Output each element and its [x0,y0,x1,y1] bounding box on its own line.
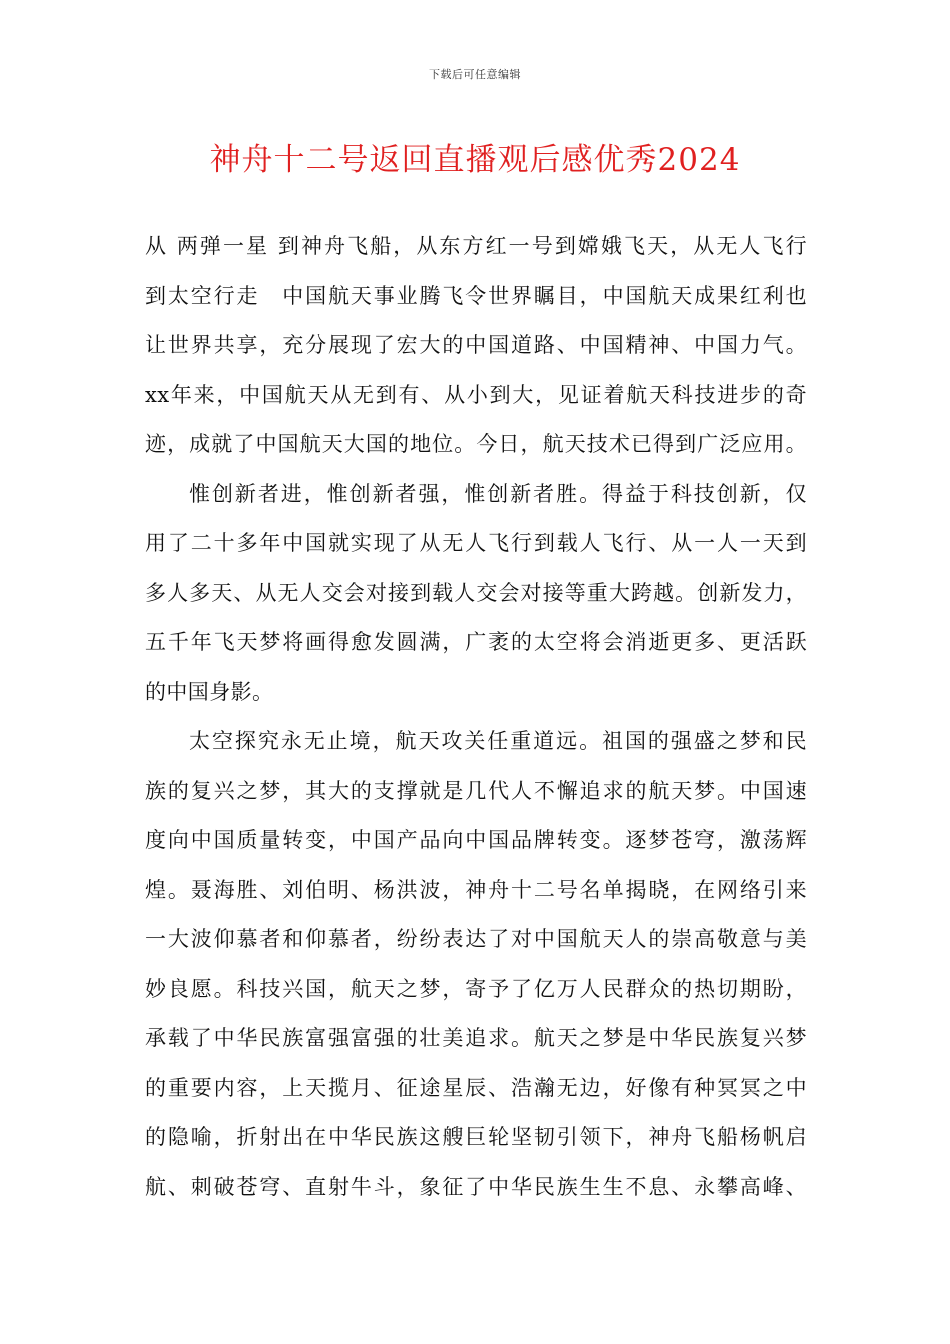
text-line: 多人多天、从无人交会对接到载人交会对接等重大跨越。创新发力， [145,580,807,605]
text-line: 的隐喻，折射出在中华民族这艘巨轮坚韧引领下，神舟飞船杨帆启 [145,1125,807,1149]
text-line: 的中国身影。 [145,679,274,704]
document-title: 神舟十二号返回直播观后感优秀2024 [209,142,741,178]
text-line: 迹，成就了中国航天大国的地位。今日，航天技术已得到广泛应用。 [145,432,807,456]
header-note: 下载后可任意编辑 [429,68,521,81]
text-line: 太空探究永无止境，航天攻关任重道远。祖国的强盛之梦和民 [189,729,807,753]
text-line: 度向中国质量转变，中国产品向中国品牌转变。逐梦苍穹，激荡辉 [145,828,807,852]
text-line: 航、刺破苍穹、直射牛斗，象征了中华民族生生不息、永攀高峰、 [145,1174,807,1199]
document-body [145,222,807,1212]
text-line: 煌。聂海胜、刘伯明、杨洪波，神舟十二号名单揭晓，在网络引来 [145,877,807,902]
text-line: 让世界共享，充分展现了宏大的中国道路、中国精神、中国力气。 [145,333,807,357]
text-line: 承载了中华民族富强富强的壮美追求。航天之梦是中华民族复兴梦 [145,1026,807,1050]
text-line: 妙良愿。科技兴国，航天之梦，寄予了亿万人民群众的热切期盼， [145,976,807,1001]
text-line: 一大波仰慕者和仰慕者，纷纷表达了对中国航天人的崇高敬意与美 [145,927,807,951]
text-line: 惟创新者进，惟创新者强，惟创新者胜。得益于科技创新，仅 [189,481,807,506]
text-line: 的重要内容，上天揽月、征途星辰、浩瀚无边，好像有种冥冥之中 [145,1075,807,1100]
text-line: 用了二十多年中国就实现了从无人飞行到载人飞行、从一人一天到 [145,531,807,555]
text-line: 到太空行走 中国航天事业腾飞令世界瞩目，中国航天成果红利也 [145,283,807,308]
text-line: 从 两弹一星 到神舟飞船，从东方红一号到嫦娥飞天，从无人飞行 [145,234,807,258]
text-line: 族的复兴之梦，其大的支撑就是几代人不懈追求的航天梦。中国速 [145,778,807,803]
text-line: 五千年飞天梦将画得愈发圆满，广袤的太空将会消逝更多、更活跃 [145,630,807,654]
text-line: xx年来，中国航天从无到有、从小到大，见证着航天科技进步的奇 [145,382,807,407]
